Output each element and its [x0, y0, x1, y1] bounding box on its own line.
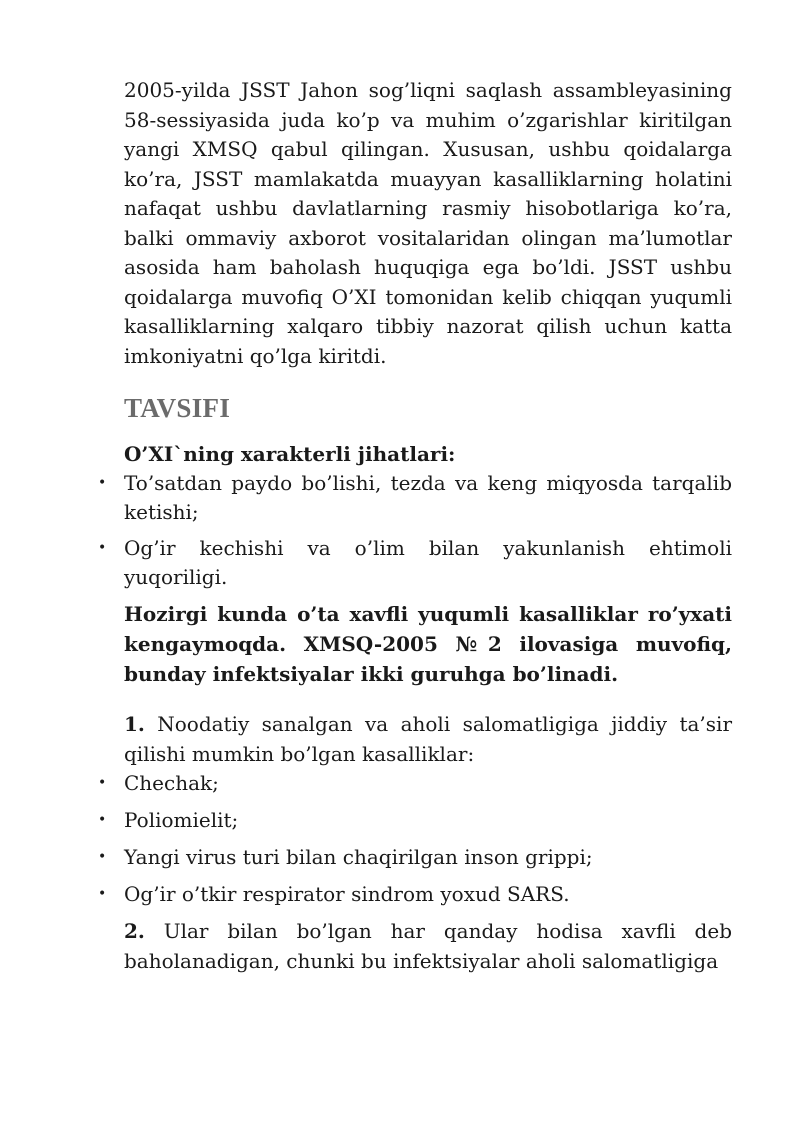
- document-page: [98, 76, 732, 976]
- bullet-icon: •: [98, 475, 107, 491]
- list-item: [98, 843, 732, 872]
- group-2-number: 2.: [124, 919, 145, 943]
- bullet-icon: •: [98, 886, 107, 902]
- classification-paragraph: Hozirgi kunda o’ta xavfli yuqumli kasalliklar ro’yxati kengaymoqda. XMSQ-2005 №2 ilovasiga muvofiq, bunday infektsiyalar ikki guruhga bo’linadi.: [124, 602, 732, 686]
- bullet-icon: •: [98, 540, 107, 556]
- characteristics-list: [98, 469, 732, 592]
- bullet-icon: •: [98, 849, 107, 865]
- intro-paragraph: 2005-yilda JSST Jahon sog’liqni saqlash assambleyasining 58-sessiyasida juda ko’p va muhim o’zgarishlar kiritilgan yangi XMSQ qabul qilingan. Xususan, ushbu qoidalarga ko’ra, JSST mamlakatda muayyan kasalliklarning holatini nafaqat ushbu davlatlarning rasmiy hisobotlariga ko’ra, balki ommaviy axborot vositalaridan olingan ma’lumotlar asosida ham baholash huquqiga ega bo’ldi. JSST ushbu qoidalarga muvofiq O’XI tomonidan kelib chiqqan yuqumli kasalliklarning xalqaro tibbiy nazorat qilish uchun katta imkoniyatni qo’lga kiritdi.: [124, 78, 732, 368]
- list-item: [98, 534, 732, 592]
- group-1-text: Noodatiy sanalgan va aholi salomatligiga jiddiy ta’sir qilishi mumkin bo’lgan kasalliklar:: [124, 712, 732, 766]
- bullet-icon: •: [98, 775, 107, 791]
- list-item-text: Chechak;: [124, 771, 219, 795]
- list-item-text: Poliomielit;: [124, 808, 239, 832]
- group-2-paragraph: [124, 917, 732, 976]
- list-item-text: Yangi virus turi bilan chaqirilgan inson grippi;: [124, 845, 593, 869]
- characteristics-subheading: O’XI`ning xarakterli jihatlari:: [124, 442, 456, 466]
- group-2-text: Ular bilan bo’lgan har qanday hodisa xavfli deb baholanadigan, chunki bu infektsiyalar aholi salomatligiga: [124, 919, 732, 973]
- group-1-paragraph: [124, 710, 732, 769]
- list-item-text: Og’ir kechishi va o’lim bilan yakunlanish ehtimoli yuqoriligi.: [124, 536, 732, 589]
- section-heading: TAVSIFI: [124, 393, 231, 423]
- group-1-number: 1.: [124, 712, 145, 736]
- diseases-list: [98, 769, 732, 909]
- list-item: [98, 469, 732, 527]
- list-item-text: To’satdan paydo bo’lishi, tezda va keng miqyosda tarqalib ketishi;: [124, 471, 732, 524]
- list-item: [98, 806, 732, 835]
- list-item-text: Og’ir o’tkir respirator sindrom yoxud SARS.: [124, 882, 570, 906]
- list-item: [98, 769, 732, 798]
- bullet-icon: •: [98, 812, 107, 828]
- list-item: [98, 880, 732, 909]
